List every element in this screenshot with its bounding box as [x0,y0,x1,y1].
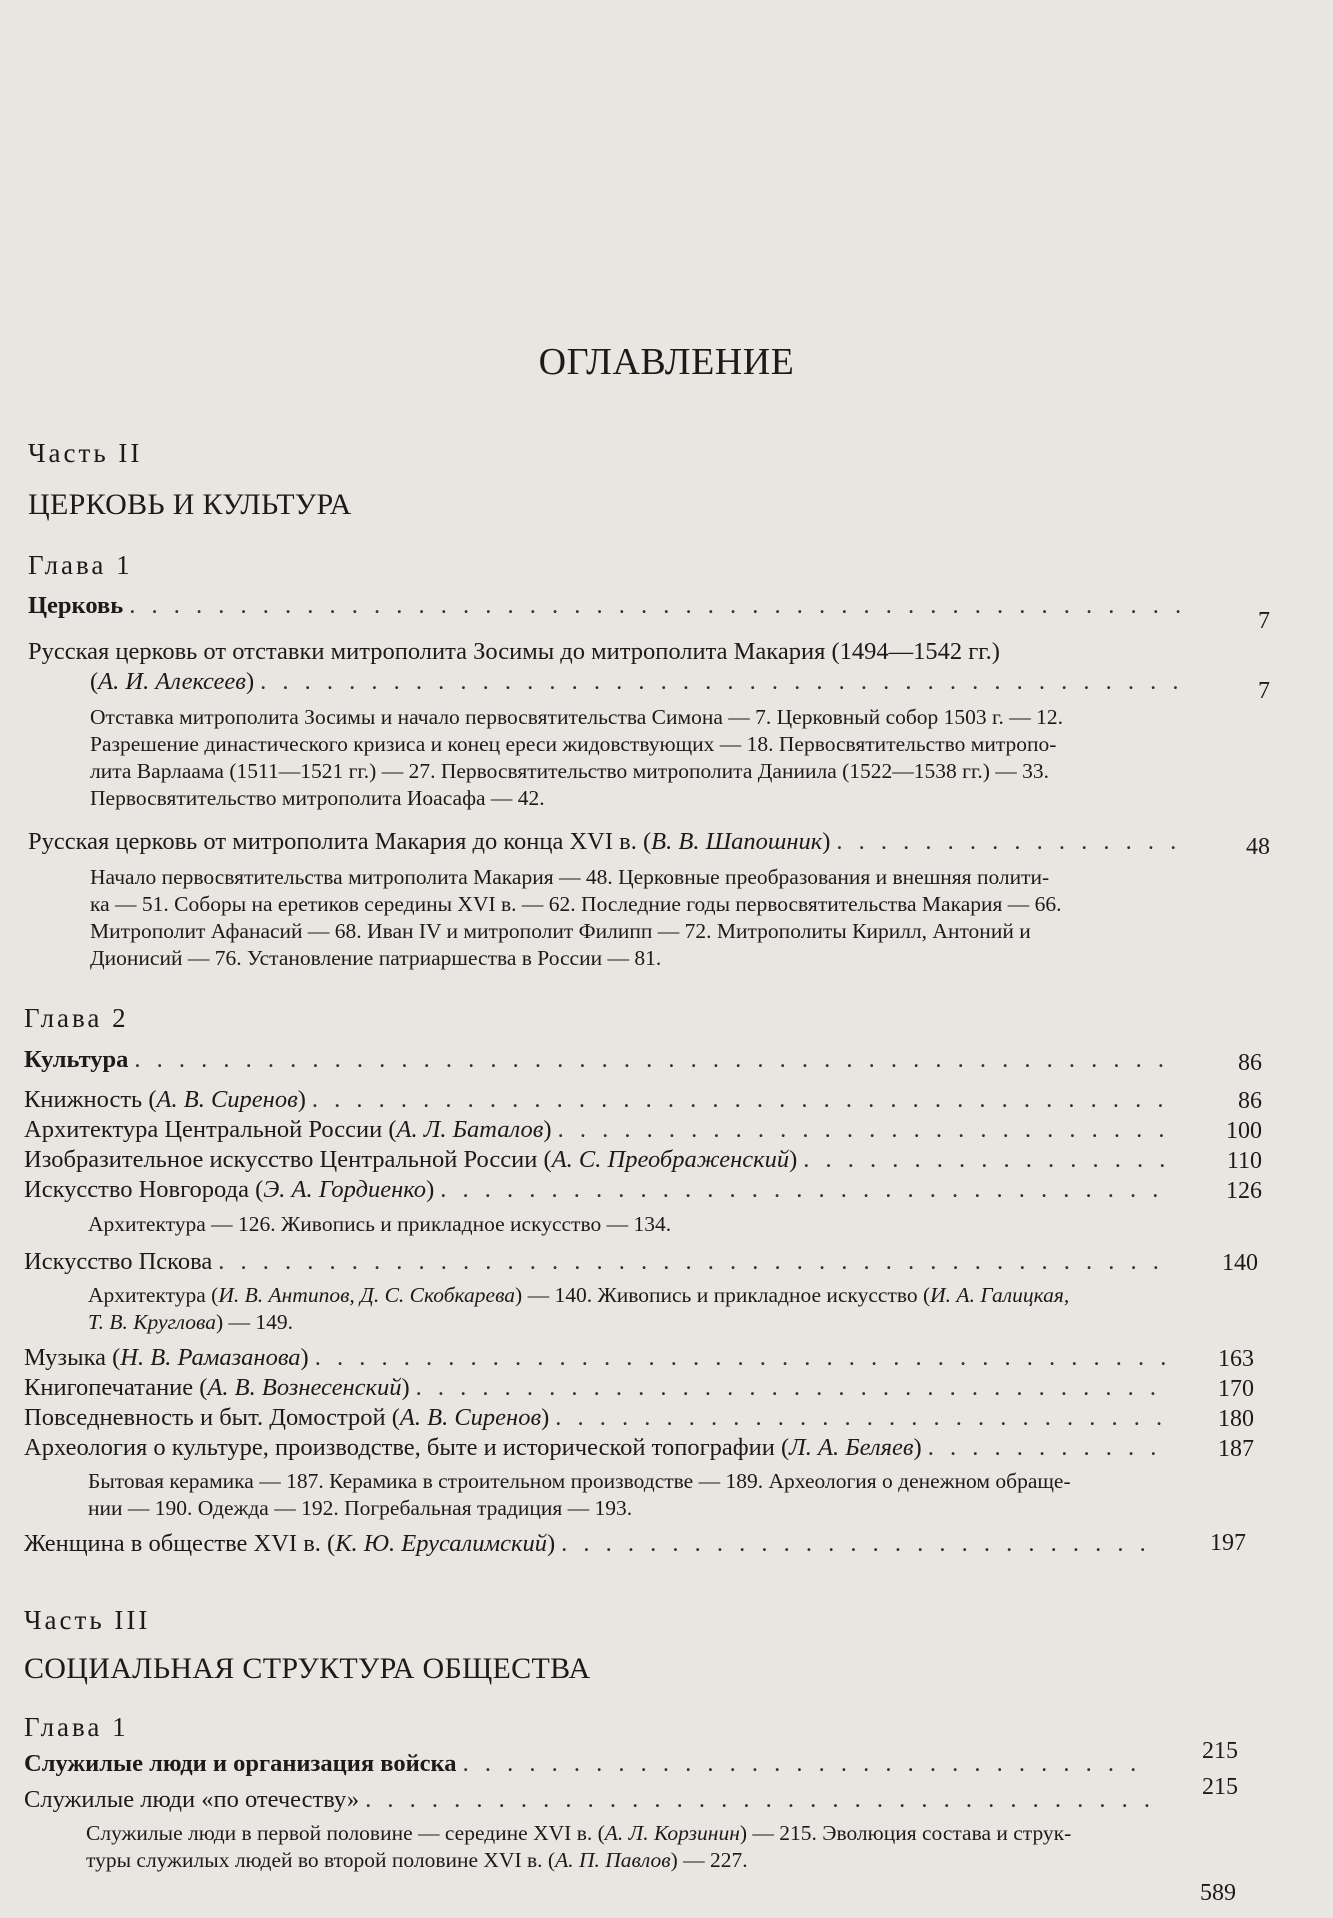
leader-dots [836,828,1190,856]
entry-title: Музыка [24,1344,106,1371]
chapter-label: Глава 2 [24,1003,129,1033]
toc-section[interactable] [24,1750,1158,1778]
leader-dots [463,1750,1152,1778]
entry-title: Архитектура Центральной России [24,1116,383,1143]
author: А. В. Сиренов [399,1404,542,1431]
page-number: 215 [1202,1738,1238,1764]
toc-entry[interactable]: Русская церковь от митрополита Макария до конца XVI в. (В. В. Шапошник) . . . [28,828,1196,856]
section-title: Культура [24,1046,129,1073]
page-number: 110 [1226,1148,1262,1174]
entry-title: Книжность [24,1086,143,1113]
leader-dots [555,1404,1168,1432]
leader-dots [440,1176,1176,1204]
author: А. В. Сиренов [156,1086,298,1113]
toc-subentries [88,1468,1188,1522]
subentry-line: Бытовая керамика — 187. Керамика в строительном производстве — 189. Археология о денежном обраще- [88,1469,1071,1493]
toc-subentries [90,864,1200,972]
page-number: 180 [1218,1406,1254,1432]
leader-dots [129,592,1190,620]
subentry-text: ) — 227. [670,1848,748,1872]
entry-title: Изобразительное искусство Центральной России [24,1146,538,1173]
subentry-text: туры служилых людей во второй половине XVI в. ( [86,1848,556,1872]
toc-subentries [90,704,1200,812]
subentry-line: лита Варлаама (1511—1521 гг.) — 27. Первосвятительство митрополита Даниила (1522—1538 гг.) — 33. [90,759,1050,783]
toc-entry[interactable]: Женщина в обществе XVI в. (К. Ю. Ерусалимский) . . . [24,1530,1166,1558]
author: Л. А. Беляев [789,1434,914,1461]
toc-entry[interactable]: (А. И. Алексеев) . . . [90,668,1196,696]
entry-title: Искусство Новгорода [24,1176,249,1203]
leader-dots [803,1146,1176,1174]
leader-dots [134,1046,1176,1074]
author: К. Ю. Ерусалимский [335,1530,547,1557]
subentry-text: ) — 149. [215,1310,293,1334]
subentry-line: Начало первосвятительства митрополита Макария — 48. Церковные преобразования и внешняя полити- [90,865,1050,889]
subentry-text: Служилые люди в первой половине — середине XVI в. ( [86,1821,605,1845]
author: А. И. Алексеев [98,668,246,695]
author: А. В. Вознесенский [207,1374,402,1401]
toc-section[interactable] [24,1046,1182,1074]
part-title: СОЦИАЛЬНАЯ СТРУКТУРА ОБЩЕСТВА [24,1652,591,1685]
subentry-line: Разрешение династического кризиса и конец ереси жидовствующих — 18. Первосвятительство митропо- [90,732,1057,756]
page-number: 187 [1218,1436,1254,1462]
section-title: Церковь [28,592,124,619]
page-number: 7 [1258,678,1270,704]
leader-dots [312,1086,1176,1114]
page-number: 197 [1210,1530,1246,1556]
leader-dots [260,668,1190,696]
toc-entry[interactable]: Искусство Новгорода (Э. А. Гордиенко) . . . [24,1176,1182,1204]
author: Т. В. Круглова [88,1310,216,1334]
page-number: 140 [1222,1250,1258,1276]
entry-title: Археология о культуре, производстве, быте и исторической топографии [24,1434,775,1461]
page-number: 126 [1226,1178,1262,1204]
entry-title: Искусство Пскова [24,1248,213,1275]
author: Н. В. Рамазанова [120,1344,301,1371]
subentry-line: Архитектура — 126. Живопись и прикладное искусство — 134. [88,1212,672,1236]
subentry-line: нии — 190. Одежда — 192. Погребальная традиция — 193. [88,1496,633,1520]
leader-dots [561,1530,1160,1558]
part-title: ЦЕРКОВЬ И КУЛЬТУРА [28,488,352,521]
subentry-line: Первосвятительство митрополита Иоасафа — 42. [90,786,545,810]
author: А. Л. Корзинин [604,1821,740,1845]
leader-dots [365,1786,1152,1814]
page-number: 163 [1218,1346,1254,1372]
author: А. П. Павлов [555,1848,671,1872]
toc-entry[interactable]: Архитектура Центральной России (А. Л. Баталов) . . . [24,1116,1182,1144]
entry-title: Повседневность и быт. Домострой [24,1404,386,1431]
toc-entry[interactable] [24,1248,1174,1276]
toc-entry[interactable]: Археология о культуре, производстве, быте и исторической топографии (Л. А. Беляев) . . . [24,1434,1174,1462]
entry-title: Книгопечатание [24,1374,194,1401]
entry-title: Русская церковь от митрополита Макария до конца XVI в. [28,828,637,855]
page-number: 215 [1202,1774,1238,1800]
author: А. Л. Баталов [396,1116,544,1143]
entry-title: Женщина в обществе XVI в. [24,1530,321,1557]
toc-entry[interactable]: Книгопечатание (А. В. Вознесенский) . . . [24,1374,1174,1402]
chapter-label: Глава 1 [24,1712,129,1742]
subentry-text: ) — 215. Эволюция состава и струк- [739,1821,1072,1845]
page-number: 100 [1226,1118,1262,1144]
leader-dots [558,1116,1176,1144]
toc-subentries [86,1820,1176,1874]
toc-entry[interactable]: Музыка (Н. В. Рамазанова) . . . [24,1344,1174,1372]
leader-dots [218,1248,1168,1276]
page-title: ОГЛАВЛЕНИЕ [538,341,795,383]
subentry-line: Дионисий — 76. Установление патриаршества в России — 81. [90,946,662,970]
section-title: Служилые люди и организация войска [24,1750,457,1777]
page-number: 7 [1258,608,1270,634]
author: И. В. Антипов, Д. С. Скобкарева [218,1283,516,1307]
toc-entry[interactable] [24,1786,1158,1814]
footer-page-number: 589 [1200,1880,1236,1906]
chapter-label: Глава 1 [28,550,133,580]
subentry-text: Архитектура ( [88,1283,219,1307]
subentry-line: ка — 51. Соборы на еретиков середины XVI в. — 62. Последние годы первосвятительства Макария — 66. [90,892,1062,916]
leader-dots [416,1374,1168,1402]
toc-entry[interactable]: Изобразительное искусство Центральной России (А. С. Преображенский) . . . [24,1146,1182,1174]
leader-dots [315,1344,1168,1372]
toc-section[interactable] [28,592,1196,620]
author: Э. А. Гордиенко [263,1176,427,1203]
entry-title: Служилые люди «по отечеству» [24,1786,360,1813]
toc-subentries [88,1282,1188,1336]
toc-entry[interactable]: Книжность (А. В. Сиренов) . . . [24,1086,1182,1114]
toc-entry-title[interactable]: Русская церковь от отставки митрополита Зосимы до митрополита Макария (1494—1542 гг.) [28,638,1000,665]
author: И. А. Галицкая, [930,1283,1070,1307]
toc-entry[interactable]: Повседневность и быт. Домострой (А. В. Сиренов) . . . [24,1404,1174,1432]
page-number: 48 [1246,834,1270,860]
page-number: 86 [1238,1050,1262,1076]
part-label: Часть III [24,1605,151,1635]
subentry-line: Отставка митрополита Зосимы и начало первосвятительства Симона — 7. Церковный собор 1503 г. — 12. [90,705,1063,729]
author: В. В. Шапошник [651,828,823,855]
subentry-line: Митрополит Афанасий — 68. Иван IV и митрополит Филипп — 72. Митрополиты Кирилл, Антоний и [90,919,1031,943]
subentry-text: ) — 140. Живопись и прикладное искусство ( [515,1283,931,1307]
page-number: 170 [1218,1376,1254,1402]
author: А. С. Преображенский [551,1146,790,1173]
leader-dots [928,1434,1168,1462]
page-number: 86 [1238,1088,1262,1114]
part-label: Часть II [28,438,143,468]
